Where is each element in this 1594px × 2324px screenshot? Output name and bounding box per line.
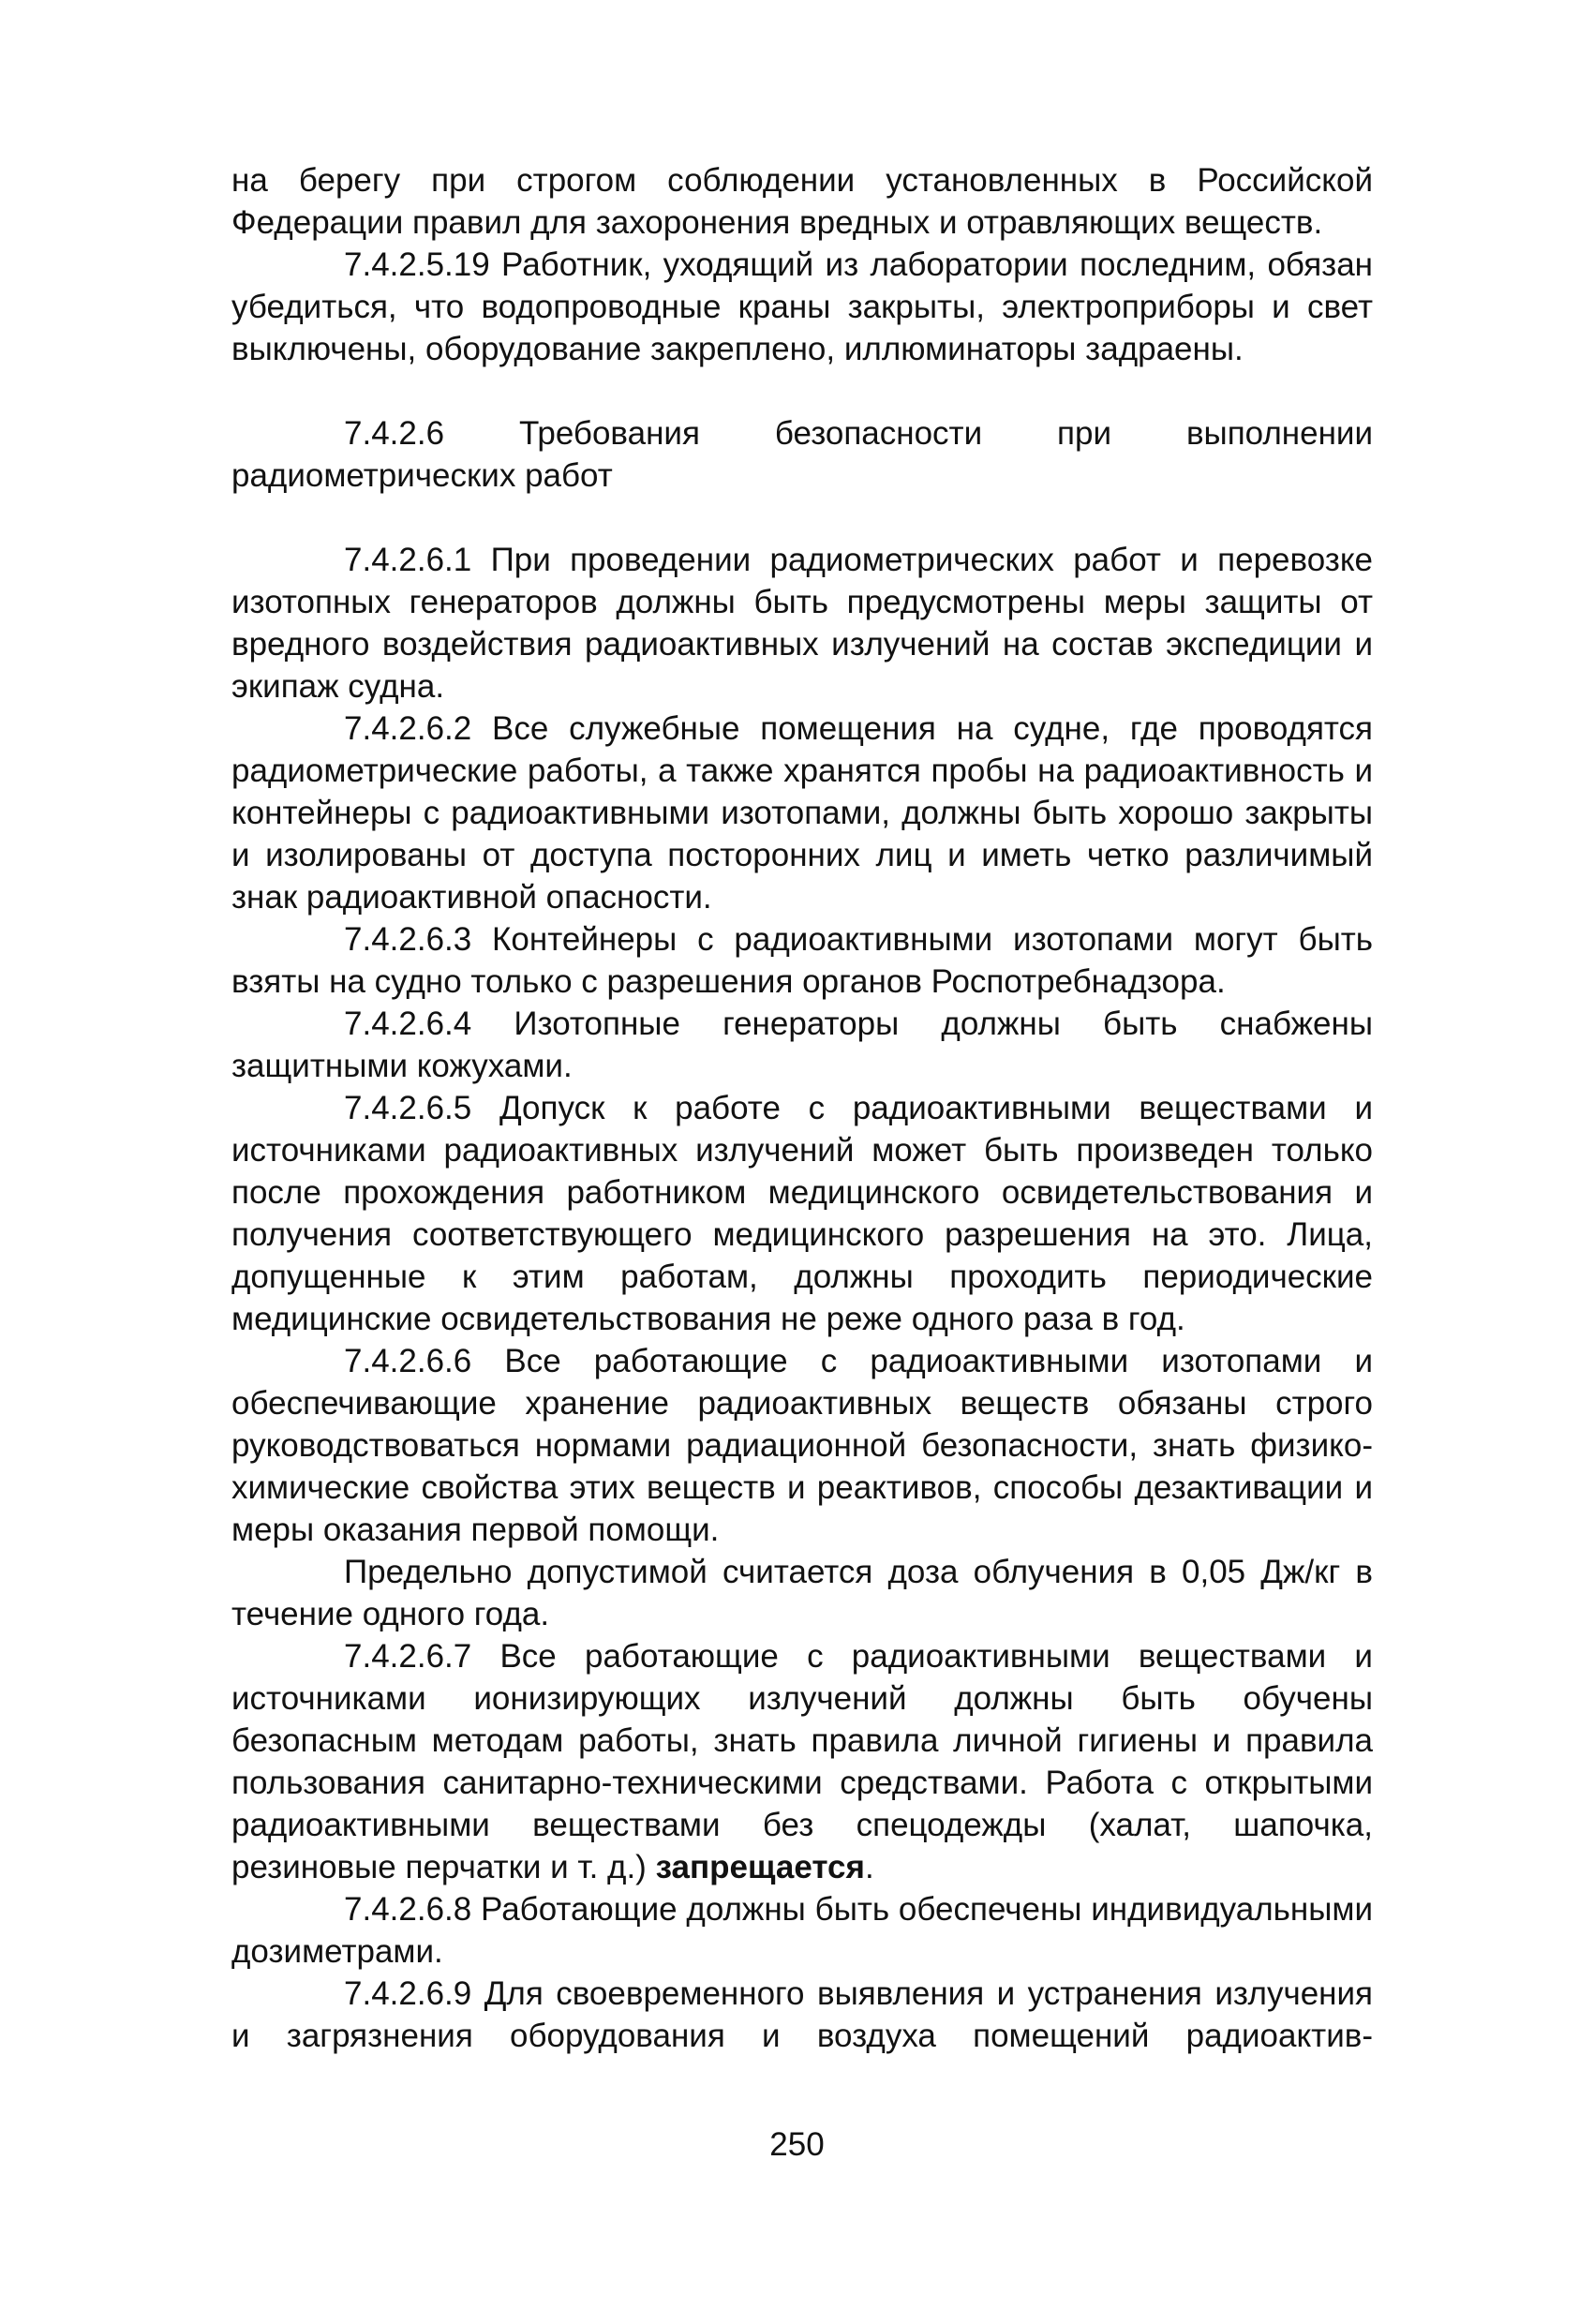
paragraph-7-4-2-6-8: 7.4.2.6.8 Работающие должны быть обеспечены индивидуальными дозиметрами. xyxy=(231,1891,1373,1970)
section-heading-7-4-2-6: 7.4.2.6 Требования безопасности при выполнении радиометрических работ xyxy=(231,415,1373,494)
paragraph-7-4-2-5-19: 7.4.2.5.19 Работник, уходящий из лаборатории последним, обязан убедиться, что водопроводные краны закрыты, электроприборы и свет выключены, оборудование закреплено, иллюминаторы задраены. xyxy=(231,246,1373,367)
paragraph-7-4-2-6-6: 7.4.2.6.6 Все работающие с радиоактивными изотопами и обеспечивающие хранение радиоактивных веществ обязаны строго руководствоваться нормами радиационной безопасности, знать физико-химические свойства этих веществ и реактивов, способы дезактивации и меры оказания первой помощи. xyxy=(231,1343,1373,1548)
paragraph-7-4-2-6-7-end: . xyxy=(864,1849,874,1885)
paragraph-7-4-2-6-9: 7.4.2.6.9 Для своевременного выявления и устранения излучения и загрязнения оборудования и воздуха помещений радиоактив- xyxy=(231,1975,1373,2054)
paragraph-7-4-2-6-7 xyxy=(231,1635,1373,1888)
page-number: 250 xyxy=(769,2126,825,2163)
paragraph-7-4-2-6-4: 7.4.2.6.4 Изотопные генераторы должны быть снабжены защитными кожухами. xyxy=(231,1006,1373,1084)
paragraph-7-4-2-6-3: 7.4.2.6.3 Контейнеры с радиоактивными изотопами могут быть взяты на судно только с разрешения органов Роспотребнадзора. xyxy=(231,921,1373,1000)
paragraph-7-4-2-6-5: 7.4.2.6.5 Допуск к работе с радиоактивными веществами и источниками радиоактивных излучений может быть произведен только после прохождения работником медицинского освидетельствования и получения соответствующего медицинского разрешения на это. Лица, допущенные к этим работам, должны проходить периодические медицинские освидетельствования не реже одного раза в год. xyxy=(231,1090,1373,1337)
paragraph-7-4-2-6-2: 7.4.2.6.2 Все служебные помещения на судне, где проводятся радиометрические работы, а также хранятся пробы на радиоактивность и контейнеры с радиоактивными изотопами, должны быть хорошо закрыты и изолированы от доступа посторонних лиц и иметь четко различимый знак радиоактивной опасности. xyxy=(231,710,1373,916)
paragraph-dose-limit: Предельно допустимой считается доза облучения в 0,05 Дж/кг в течение одного года. xyxy=(231,1554,1373,1632)
document-page xyxy=(231,159,1373,2057)
paragraph-7-4-2-6-7-text: 7.4.2.6.7 Все работающие с радиоактивными веществами и источниками ионизирующих излучений должны быть обучены безопасным методам работы, знать правила личной гигиены и правила пользования санитарно-техническими средствами. Работа с открытыми радиоактивными веществами без спецодежды (халат, шапочка, резиновые перчатки и т. д.) xyxy=(231,1638,1373,1885)
prohibited-emphasis: запрещается xyxy=(655,1849,865,1885)
paragraph-7-4-2-6-1: 7.4.2.6.1 При проведении радиометрических работ и перевозке изотопных генераторов должны быть предусмотрены меры защиты от вредного воздействия радиоактивных излучений на состав экспедиции и экипаж судна. xyxy=(231,542,1373,705)
paragraph-continuation: на берегу при строгом соблюдении установленных в Российской Федерации правил для захоронения вредных и отравляющих веществ. xyxy=(231,162,1373,241)
